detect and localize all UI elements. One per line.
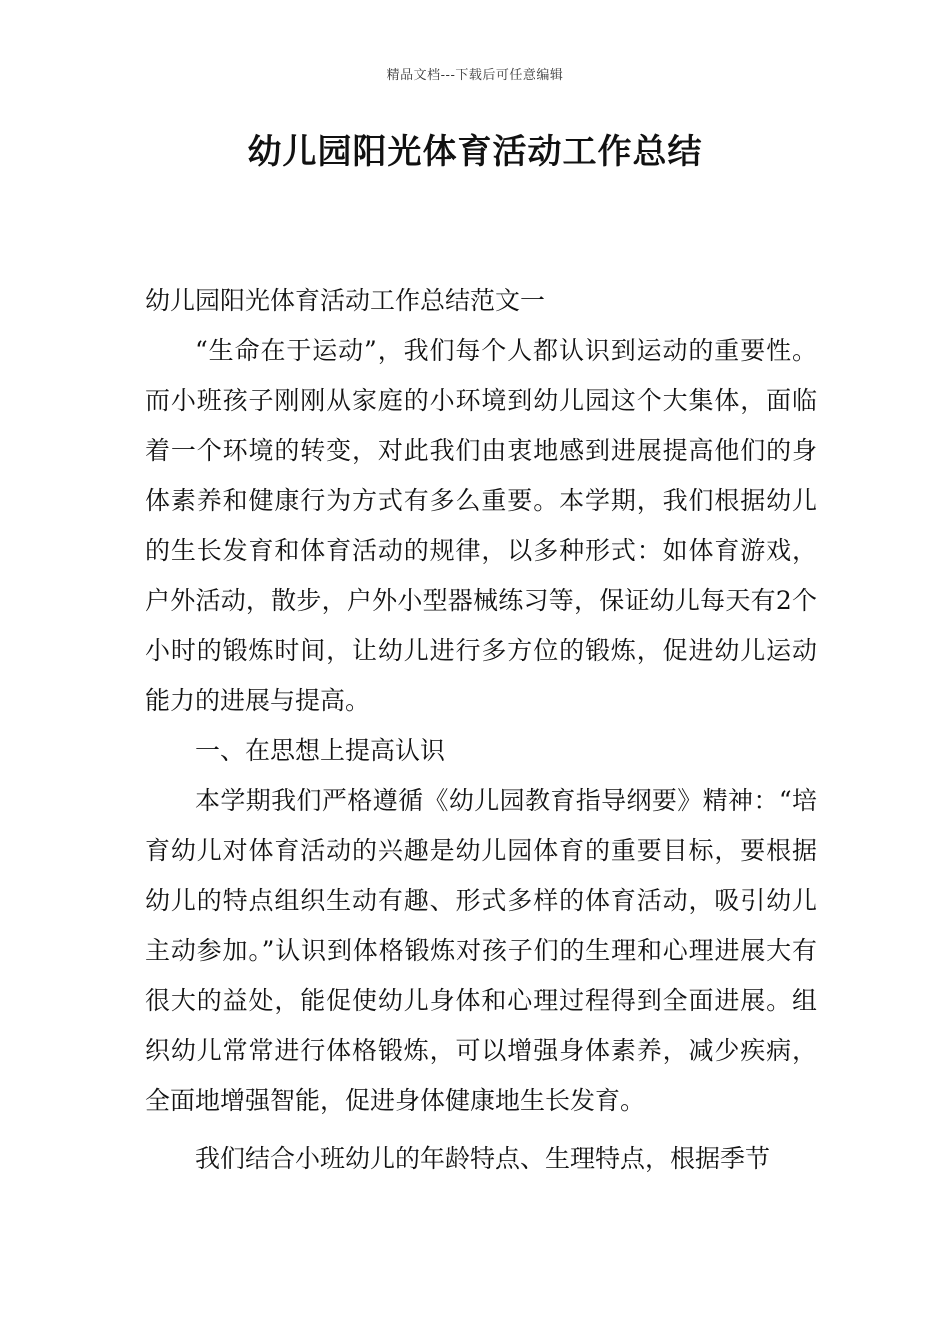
paragraph-intro: “生命在于运动”，我们每个人都认识到运动的重要性。而小班孩子刚刚从家庭的小环境到幼儿园这个大集体，面临着一个环境的转变，对此我们由衷地感到进展提高他们的身体素养和健康行为方式有多么重要。本学期，我们根据幼儿的生长发育和体育活动的规律，以多种形式：如体育游戏，户外活动，散步，户外小型器械练习等，保证幼儿每天有2个小时的锻炼时间，让幼儿进行多方位的锻炼，促进幼儿运动能力的进展与提高。 <box>145 336 817 715</box>
document-title: 幼儿园阳光体育活动工作总结 <box>247 132 703 172</box>
paragraph-section-1: 本学期我们严格遵循《幼儿园教育指导纲要》精神：“培育幼儿对体育活动的兴趣是幼儿园体育的重要目标，要根据幼儿的特点组织生动有趣、形式多样的体育活动，吸引幼儿主动参加。”认识到体格锻炼对孩子们的生理和心理进展大有很大的益处，能促使幼儿身体和心理过程得到全面进展。组织幼儿常常进行体格锻炼，可以增强身体素养，减少疾病，全面地增强智能，促进身体健康地生长发育。 <box>145 786 817 1115</box>
section-heading-1: 一、在思想上提高认识 <box>195 736 446 765</box>
document-subtitle: 幼儿园阳光体育活动工作总结范文一 <box>145 286 546 315</box>
paragraph-continued: 我们结合小班幼儿的年龄特点、生理特点，根据季节 <box>195 1144 771 1173</box>
document-body <box>145 276 817 1184</box>
document-header-note: 精品文档---下载后可任意编辑 <box>386 68 564 83</box>
